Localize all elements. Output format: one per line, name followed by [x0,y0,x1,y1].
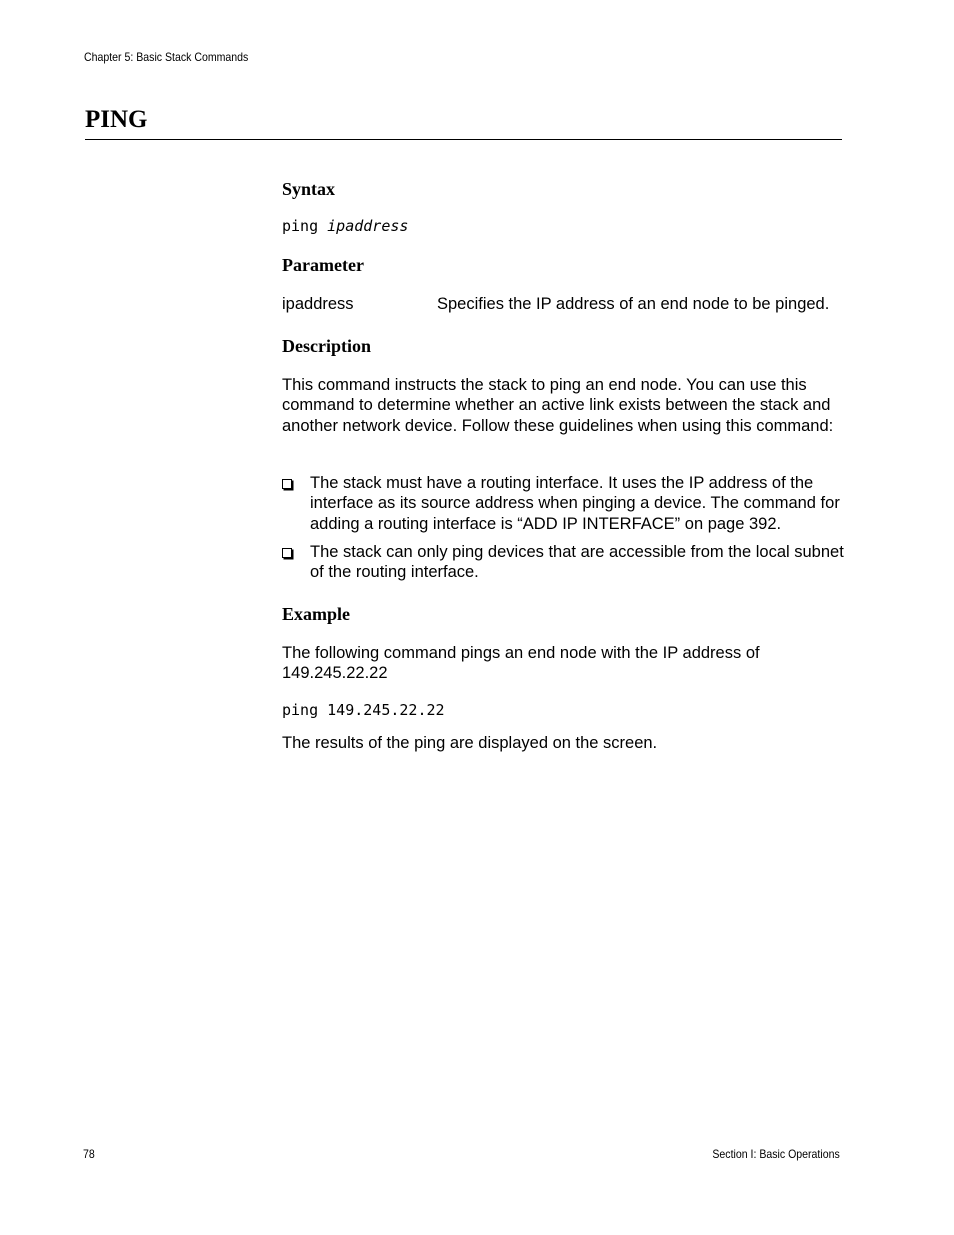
footer-section: Section I: Basic Operations [712,1147,840,1161]
syntax-heading: Syntax [282,179,336,199]
description-paragraph: This command instructs the stack to ping an end node. You can use this command to determine whether an active link exists between the stack and another network device. Follow these guidelines when using this command: [282,376,834,435]
example-heading: Example [282,604,351,624]
example-intro: The following command pings an end node with the IP address of 149.245.22.22 [282,644,760,683]
example-code: ping 149.245.22.22 [282,701,445,719]
page-number: 78 [83,1147,95,1161]
description-heading: Description [282,336,371,356]
list-item-text: The stack can only ping devices that are accessible from the local subnet of the routing interface. [310,543,844,582]
parameter-name: ipaddress [282,295,354,313]
syntax-argument: ipaddress [327,217,409,235]
checkbox-bullet-icon [282,548,292,558]
checkbox-bullet-icon [282,479,292,489]
running-header: Chapter 5: Basic Stack Commands [84,50,249,64]
page-title: PING [85,106,148,133]
syntax-code [282,217,408,235]
parameter-heading: Parameter [282,255,364,275]
parameter-description: Specifies the IP address of an end node to be pinged. [437,295,830,313]
list-item-text: The stack must have a routing interface. It uses the IP address of the interface as its source address when pinging a device. The command for adding a routing interface is “ADD IP INTERFACE” on page 392. [310,474,840,533]
example-result: The results of the ping are displayed on the screen. [282,734,658,752]
title-rule [85,139,842,140]
syntax-command: ping [282,217,319,235]
